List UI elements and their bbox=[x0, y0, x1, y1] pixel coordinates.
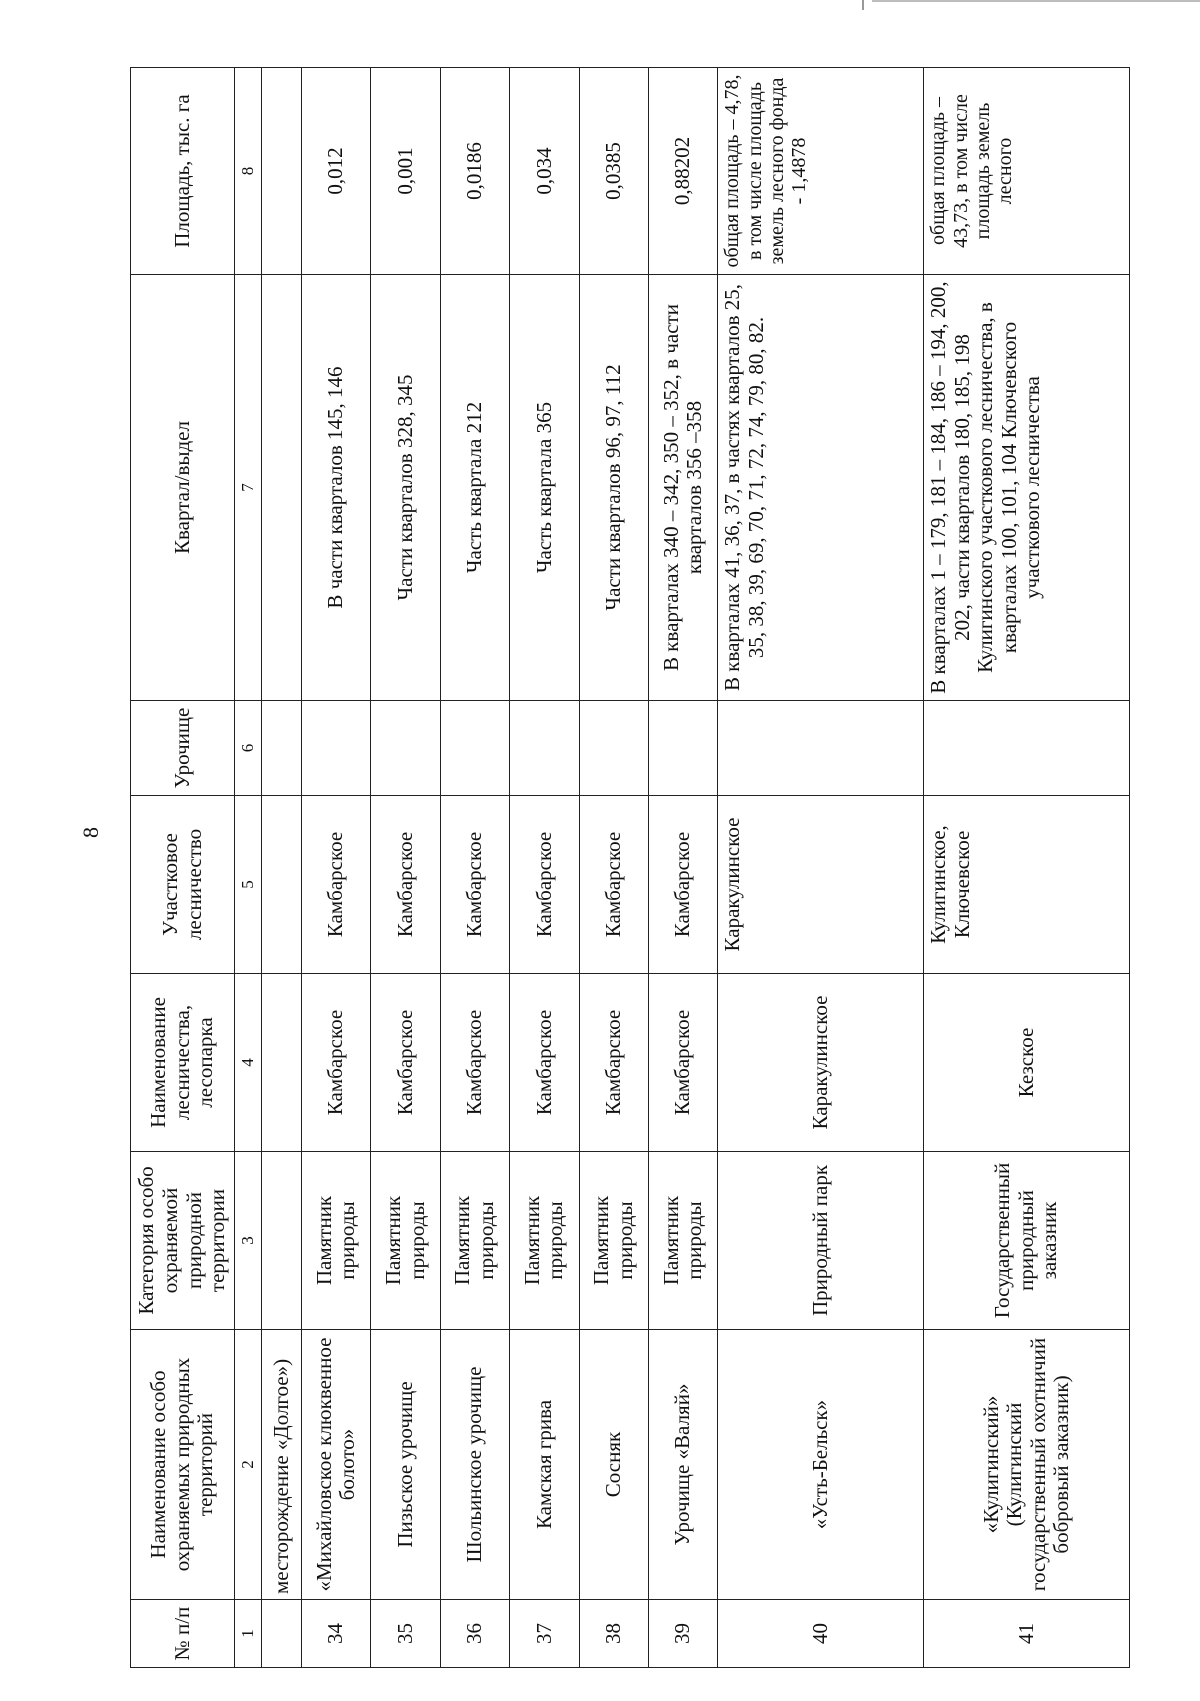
table-row bbox=[302, 68, 371, 1668]
table-row bbox=[648, 68, 717, 1668]
area-category: Памятник природы bbox=[440, 1152, 509, 1330]
column-number: 1 bbox=[235, 1600, 262, 1668]
area-name: Сосняк bbox=[579, 1330, 648, 1600]
page-number: 8 bbox=[78, 827, 103, 838]
protected-areas-table bbox=[130, 67, 1130, 1668]
tract-name bbox=[371, 701, 440, 796]
continuation-empty-cell bbox=[261, 796, 301, 974]
tract-name bbox=[510, 701, 579, 796]
column-number: 4 bbox=[235, 974, 262, 1152]
area-name: Урочище «Валяй» bbox=[648, 1330, 717, 1600]
header-quarter: Квартал/выдел bbox=[131, 275, 235, 701]
area-name: Камская грива bbox=[510, 1330, 579, 1600]
row-number: 40 bbox=[718, 1600, 924, 1668]
continuation-empty-cell bbox=[261, 1152, 301, 1330]
forestry-name: Кезское bbox=[924, 974, 1130, 1152]
quarter-parcel: В части кварталов 145, 146 bbox=[302, 275, 371, 701]
continuation-empty-cell bbox=[261, 275, 301, 701]
table-row bbox=[510, 68, 579, 1668]
area-size: 0,001 bbox=[371, 68, 440, 275]
forestry-name: Камбарское bbox=[579, 974, 648, 1152]
continuation-text: месторождение «Долгое») bbox=[261, 1330, 301, 1600]
table-row bbox=[579, 68, 648, 1668]
area-name: Пизьское урочище bbox=[371, 1330, 440, 1600]
area-name: «Кулигинский» (Кулигинский государственный охотничий бобровый заказник) bbox=[924, 1330, 1130, 1600]
district-forestry: Камбарское bbox=[371, 796, 440, 974]
area-category: Памятник природы bbox=[579, 1152, 648, 1330]
row-number: 35 bbox=[371, 1600, 440, 1668]
quarter-parcel: Части кварталов 328, 345 bbox=[371, 275, 440, 701]
tract-name bbox=[924, 701, 1130, 796]
area-category: Государственный природный заказник bbox=[924, 1152, 1130, 1330]
column-number: 2 bbox=[235, 1330, 262, 1600]
district-forestry: Камбарское bbox=[510, 796, 579, 974]
quarter-parcel: В кварталах 41, 36, 37, в частях кварталов 25, 35, 38, 39, 69, 70, 71, 72, 74, 79, 80, 82. bbox=[718, 275, 924, 701]
tract-name bbox=[718, 701, 924, 796]
forestry-name: Каракулинское bbox=[718, 974, 924, 1152]
quarter-parcel: В кварталах 1 – 179, 181 – 184, 186 – 194, 200, 202, части кварталов 180, 185, 198 Кулигинского участкового лесничества, в кварталах 100, 101, 104 Ключевского участкового лесничества bbox=[924, 275, 1130, 701]
forestry-name: Камбарское bbox=[371, 974, 440, 1152]
tract-name bbox=[579, 701, 648, 796]
area-category: Памятник природы bbox=[371, 1152, 440, 1330]
table-row bbox=[718, 68, 924, 1668]
continuation-empty-cell bbox=[261, 701, 301, 796]
district-forestry: Каракулинское bbox=[718, 796, 924, 974]
district-forestry: Камбарское bbox=[302, 796, 371, 974]
continuation-row bbox=[261, 68, 301, 1668]
table-row bbox=[371, 68, 440, 1668]
continuation-empty-cell bbox=[261, 68, 301, 275]
area-name: Шольинское урочище bbox=[440, 1330, 509, 1600]
area-size: 0,012 bbox=[302, 68, 371, 275]
header-district: Участковое лесничество bbox=[131, 796, 235, 974]
continuation-empty-cell bbox=[261, 974, 301, 1152]
forestry-name: Камбарское bbox=[648, 974, 717, 1152]
column-number: 3 bbox=[235, 1152, 262, 1330]
district-forestry: Кулигинское, Ключевское bbox=[924, 796, 1130, 974]
area-category: Памятник природы bbox=[302, 1152, 371, 1330]
header-category: Категория особо охраняемой природной территории bbox=[131, 1152, 235, 1330]
column-number: 5 bbox=[235, 796, 262, 974]
area-size: 0,0186 bbox=[440, 68, 509, 275]
header-row bbox=[131, 68, 235, 1668]
column-number-row bbox=[235, 68, 262, 1668]
area-category: Памятник природы bbox=[648, 1152, 717, 1330]
area-category: Природный парк bbox=[718, 1152, 924, 1330]
continuation-num-cell bbox=[261, 1600, 301, 1668]
row-number: 36 bbox=[440, 1600, 509, 1668]
area-size: 0,034 bbox=[510, 68, 579, 275]
tract-name bbox=[648, 701, 717, 796]
column-number: 7 bbox=[235, 275, 262, 701]
header-name: Наименование особо охраняемых природных территорий bbox=[131, 1330, 235, 1600]
forestry-name: Камбарское bbox=[440, 974, 509, 1152]
tract-name bbox=[302, 701, 371, 796]
district-forestry: Камбарское bbox=[440, 796, 509, 974]
area-name: «Усть-Бельск» bbox=[718, 1330, 924, 1600]
area-name: «Михайловское клюквенное болото» bbox=[302, 1330, 371, 1600]
header-area: Площадь, тыс. га bbox=[131, 68, 235, 275]
scan-edge-mark bbox=[872, 0, 1200, 2]
row-number: 37 bbox=[510, 1600, 579, 1668]
header-forestry: Наименование лесничества, лесопарка bbox=[131, 974, 235, 1152]
scan-edge-tick bbox=[862, 0, 864, 10]
table-row bbox=[924, 68, 1130, 1668]
district-forestry: Камбарское bbox=[648, 796, 717, 974]
quarter-parcel: Части кварталов 96, 97, 112 bbox=[579, 275, 648, 701]
forestry-name: Камбарское bbox=[510, 974, 579, 1152]
row-number: 39 bbox=[648, 1600, 717, 1668]
quarter-parcel: В кварталах 340 – 342, 350 – 352, в части кварталов 356 –358 bbox=[648, 275, 717, 701]
tract-name bbox=[440, 701, 509, 796]
quarter-parcel: Часть квартала 212 bbox=[440, 275, 509, 701]
header-num: № п/п bbox=[131, 1600, 235, 1668]
area-size: общая площадь – 43,73, в том числе площадь земель лесного bbox=[924, 68, 1130, 275]
district-forestry: Камбарское bbox=[579, 796, 648, 974]
area-size: общая площадь – 4,78, в том числе площадь земель лесного фонда - 1,4878 bbox=[718, 68, 924, 275]
row-number: 34 bbox=[302, 1600, 371, 1668]
table-row bbox=[440, 68, 509, 1668]
area-category: Памятник природы bbox=[510, 1152, 579, 1330]
row-number: 41 bbox=[924, 1600, 1130, 1668]
column-number: 6 bbox=[235, 701, 262, 796]
rotated-table-container bbox=[130, 68, 1130, 1668]
quarter-parcel: Часть квартала 365 bbox=[510, 275, 579, 701]
header-tract: Урочище bbox=[131, 701, 235, 796]
area-size: 0,88202 bbox=[648, 68, 717, 275]
column-number: 8 bbox=[235, 68, 262, 275]
row-number: 38 bbox=[579, 1600, 648, 1668]
forestry-name: Камбарское bbox=[302, 974, 371, 1152]
area-size: 0,0385 bbox=[579, 68, 648, 275]
